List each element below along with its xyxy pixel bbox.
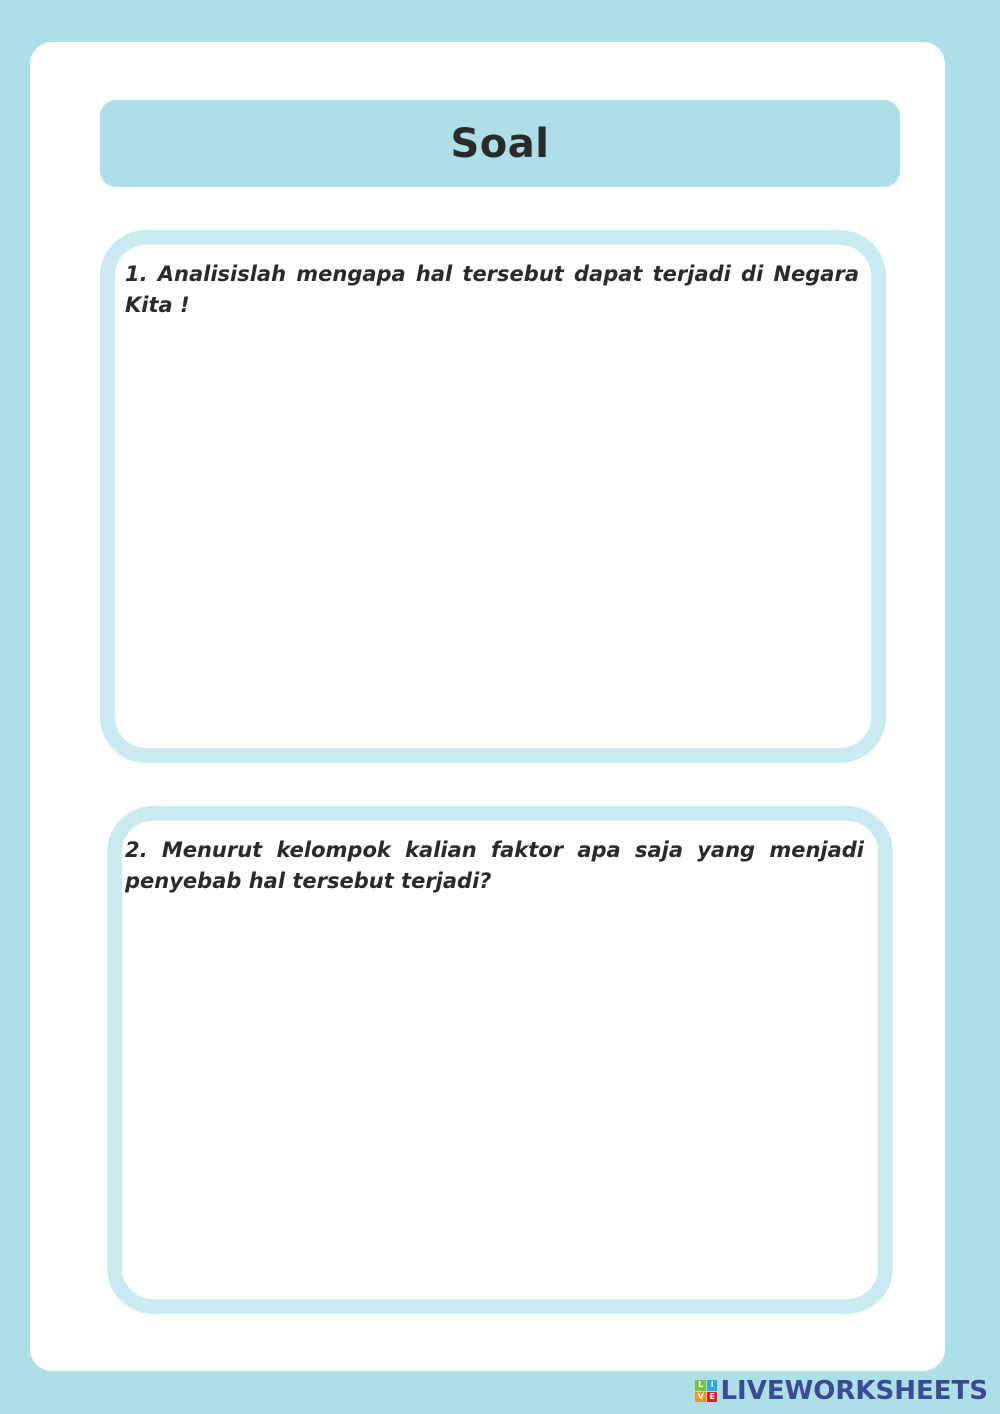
question-2-text: 2. Menurut kelompok kalian faktor apa saja yang menjadi penyebab hal tersebut terjadi?	[125, 838, 864, 893]
badge-letter-i: I	[707, 1380, 718, 1391]
brand-name: LIVEWORKSHEETS	[720, 1376, 988, 1406]
liveworksheets-logo	[695, 1376, 988, 1406]
badge-letter-e: E	[707, 1392, 718, 1403]
badge-letter-v: V	[695, 1392, 706, 1403]
question-box-2	[107, 806, 893, 1314]
badge-letter-l: L	[695, 1380, 706, 1391]
question-1-text: 1. Analisislah mengapa hal tersebut dapat terjadi di Negara Kita !	[125, 262, 859, 317]
question-box-1	[100, 230, 886, 763]
answer-area-1[interactable]	[125, 335, 859, 738]
page-title: Soal	[450, 120, 550, 167]
title-banner	[100, 100, 900, 187]
answer-area-2[interactable]	[132, 911, 866, 1289]
live-badge-icon	[695, 1380, 717, 1402]
